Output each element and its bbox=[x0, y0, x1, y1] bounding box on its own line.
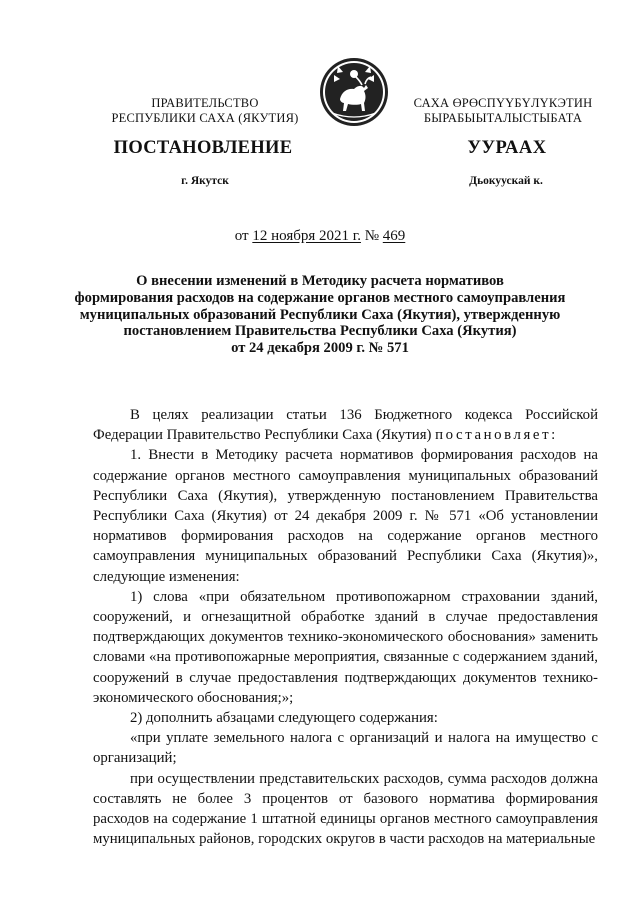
paragraph-item-1: 1. Внести в Методику расчета нормативов формирования расходов на содержание органов местного самоуправления муниципальных образований Республики Саха (Якутия), утвержденную постановлением Правительства Республики Саха (Якутия) от 24 декабря 2009 г. № 571 «Об установлении нормативов формирования расходов на содержание органов местного самоуправления муниципальных образований Республики Саха (Якутия)», следующие изменения: bbox=[93, 447, 598, 585]
government-name-sakha-line1: САХА ӨРӨСПҮҮБҮЛҮКЭТИН bbox=[413, 96, 593, 110]
title-line: от 24 декабря 2009 г. № 571 bbox=[231, 340, 409, 357]
title-line: муниципальных образований Республики Саха (Якутия), утвержденную bbox=[79, 306, 561, 323]
government-name-sakha bbox=[394, 96, 612, 126]
preamble-text: В целях реализации статьи 136 Бюджетного кодекса Российской Федерации Правительство Республики Саха (Якутия) bbox=[93, 407, 598, 444]
decree-body bbox=[93, 405, 598, 849]
doc-type-ru: ПОСТАНОВЛЕНИЕ bbox=[113, 138, 293, 158]
title-line: О внесении изменений в Методику расчета нормативов bbox=[136, 273, 504, 289]
city-sakha: Дьокуускай к. bbox=[469, 175, 543, 187]
decree-date: 12 ноября 2021 г. bbox=[252, 228, 361, 244]
government-name-sakha-line2: БЫРАБЫЫТАЛЫСТЫБАТА bbox=[423, 111, 583, 125]
paragraph-subitem-1: 1) слова «при обязательном противопожарном страховании зданий, сооружений, и огнезащитной обработке зданий в случае предоставления подтверждающих документов технико-экономического обоснования» заменить словами «на противопожарные мероприятия, связанные с содержанием зданий, сооружений в случае предоставления подтверждающих документов технико-экономического обоснования;»; bbox=[93, 588, 598, 706]
government-name-ru-line1: ПРАВИТЕЛЬСТВО bbox=[151, 96, 259, 110]
city-ru: г. Якутск bbox=[181, 175, 229, 187]
paragraph-subitem-2: 2) дополнить абзацами следующего содержания: bbox=[130, 710, 438, 727]
title-line: постановлением Правительства Республики Саха (Якутия) bbox=[123, 323, 517, 340]
decree-date-number bbox=[0, 228, 640, 245]
republic-sakha-coat-of-arms-icon bbox=[318, 55, 390, 129]
resolves-word: постановляет: bbox=[435, 427, 558, 444]
paragraph-quote-start: «при уплате земельного налога с организаций и налога на имущество с организаций; bbox=[93, 730, 598, 767]
number-sign: № bbox=[364, 228, 380, 244]
government-name-ru bbox=[92, 96, 318, 126]
doc-type-sakha: УУРААХ bbox=[467, 138, 547, 158]
title-line: формирования расходов на содержание органов местного самоуправления bbox=[74, 289, 566, 306]
date-prefix: от bbox=[234, 228, 249, 244]
paragraph-representative-expenses: при осуществлении представительских расходов, сумма расходов должна составлять не более 3 процентов от базового норматива формирования расходов на содержание 1 штатной единицы органов местного самоуправления муниципальных районов, городских округов в части расходов на материальные bbox=[93, 770, 598, 848]
decree-number: 469 bbox=[382, 228, 406, 244]
decree-title bbox=[60, 273, 580, 357]
preamble-paragraph bbox=[93, 405, 598, 445]
government-name-ru-line2: РЕСПУБЛИКИ САХА (ЯКУТИЯ) bbox=[111, 111, 299, 125]
